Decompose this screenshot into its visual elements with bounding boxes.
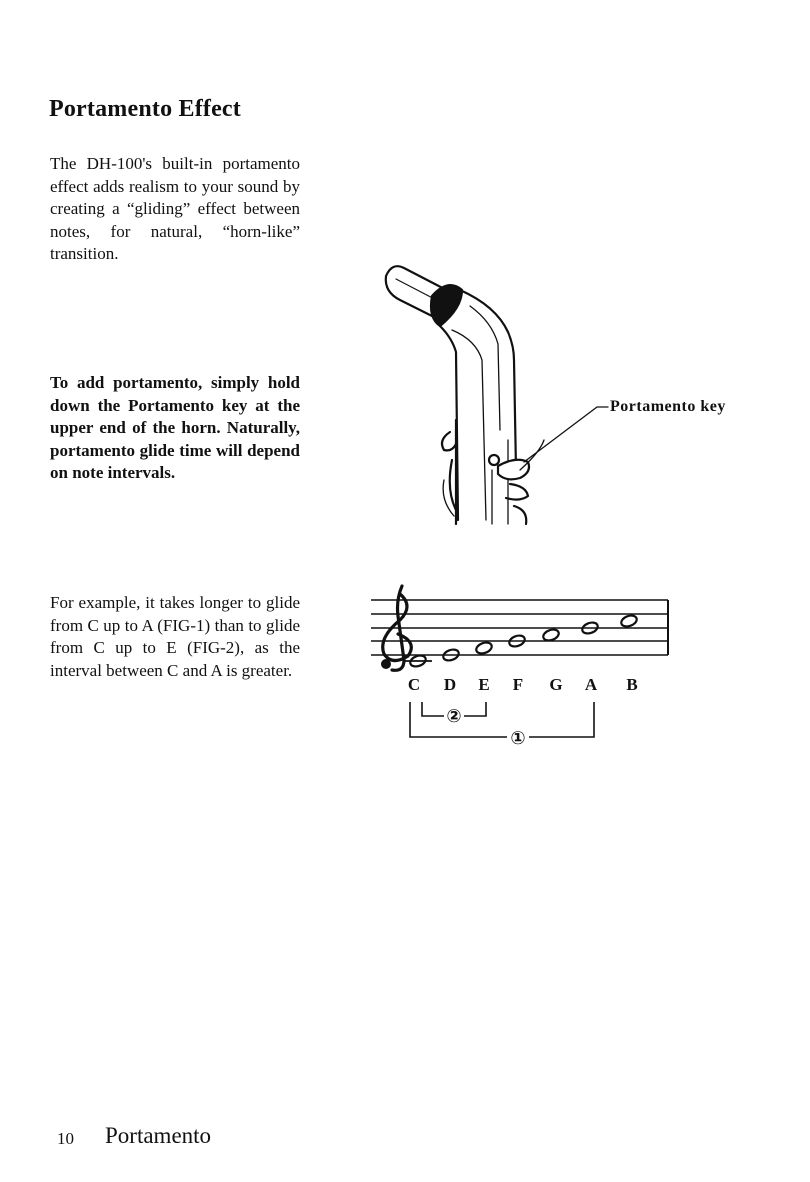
note-name: G	[549, 675, 563, 694]
note-name: F	[512, 675, 524, 694]
fig1-bracket	[410, 702, 594, 737]
page-heading: Portamento Effect	[49, 96, 241, 122]
intro-paragraph: The DH-100's built-in portamento effect adds realism to your sound by creating a “gliding” effect between notes, for natural, “horn-like” transition.	[50, 154, 300, 263]
note-name: B	[626, 675, 638, 694]
page-number: 10	[57, 1129, 74, 1148]
note-name: C	[407, 675, 421, 694]
portamento-key-label: Portamento key	[610, 398, 726, 415]
note-b	[620, 614, 638, 629]
fig2-marker: ②	[446, 706, 462, 727]
note-e	[475, 641, 493, 656]
note-name: D	[443, 675, 457, 694]
note-name: A	[584, 675, 598, 694]
note-name: E	[478, 675, 490, 694]
example-paragraph: For example, it takes longer to glide from C up to A (FIG-1) than to glide from C up to E (FIG-2), as the interval between C and A is greater.	[50, 593, 300, 680]
instructions-paragraph: To add portamento, simply hold down the Portamento key at the upper end of the horn. Naturally, portamento glide time will depend on note intervals.	[50, 373, 300, 482]
fig1-marker: ①	[510, 728, 526, 749]
section-title: Portamento	[105, 1123, 212, 1148]
